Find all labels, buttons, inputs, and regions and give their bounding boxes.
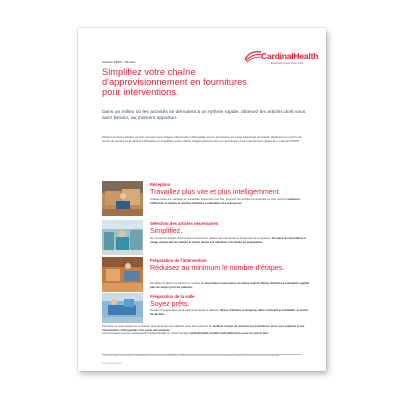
room-prep-photo [102,293,143,328]
document-tag: Solution PROS – Résumé [102,61,136,64]
legal-footer: © 2023 Cardinal Health. Tous droits réservés. CARDINAL HEALTH, le logo Cardinal Health et ESSENTIAL TO CARE sont des marques de commerce de Cardinal Health et pourraient être enregistrées au Canada, aux États-Unis ou dans d'autres pays. [102,356,280,357]
lead-paragraph: Dans un milieu où les activités se déroulent à un rythme rapide, obtenez les articles dont vous avez besoin, au moment opportun. [102,110,306,121]
section-subtitle-selection: Simplifiez. [150,227,183,235]
section-subtitle-reception: Travaillez plus vite et plus intelligemment. [150,188,281,196]
body-text: De nombreux articles doivent être trouvés pour réaliser les interventions fréquentes et complexes. [150,236,272,240]
page-title: Simplifiez votre chaîne d'approvisionnement en fournitures pour interventions. [102,67,247,98]
selection-photo [102,220,143,255]
closing-text: Permettez à votre équipe de consacrer plus de temps aux patients avec des solutions de [102,324,212,328]
section-subtitle-room-prep: Soyez prêts. [150,300,190,308]
section-body-selection [150,237,310,244]
contact-text: Communiquez avec le représentant Cardinal Health ou visitez la page [102,331,189,336]
closing-emphasis: meilleur moyen de recevoir vos fournitures pour vous préparer à vos interventions chirurgicales. Vos soins aux patients. [102,324,305,332]
logo-swoosh-icon [244,49,262,63]
body-text: Rendez la préparation de la salle plus rapide et efficace. [150,308,220,312]
body-emphasis: fournitures nécessaires au même endroit. Moins d'articles à manipuler signifie plus de temps pour les patients. [150,281,310,289]
reception-photo [102,181,143,216]
logo-tagline: Essential to care since 1971 [271,62,304,65]
procedure-prep-photo [102,257,143,292]
body-emphasis: Groupez les fournitures à usage unique afin de réduire le temps passé à la sélection et la durée de préparation. [150,236,306,244]
cardinal-health-logo [244,48,319,70]
section-subtitle-procedure-prep: Réduisez au minimum le nombre d'étapes. [150,264,285,272]
logo-wordmark: CardinalHealth [261,51,319,61]
intro-paragraph: Obtenir les bons articles au bon moment pour chaque intervention chirurgicale est un processus qui exige beaucoup de travail. Réduisez le nombre de points de service et améliorez l'efficacité en simplifiant votre chaîne d'approvisionnement en fournitures pour interventions grâce aux modules PROS. [102,135,302,143]
body-text: Chaque boîte est marquée et manipulée seulement une fois. Groupez les articles commandés et vous pourrez [150,197,287,201]
section-label-procedure-prep: Préparation de l'intervention [150,258,207,263]
body-text: Simplifiez la tâche et réduisez le nombre de [150,281,205,285]
section-body-procedure-prep [150,282,310,289]
footer-divider [102,354,302,355]
section-body-reception [150,198,310,205]
section-label-selection: Sélection des articles nécessaires [150,221,218,226]
contact-link[interactable]: cardinalhealth.com/ProceduralServices pour en savoir plus. [189,331,270,336]
literature-code: Lit. No. 2SR23-1234567-FR [102,364,122,365]
body-emphasis: améliorer l'efficacité et réduire le nombre d'articles à manipuler et à entreposer. [150,197,300,205]
section-label-room-prep: Préparation de la salle [150,294,195,299]
section-label-reception: Réception [150,182,171,187]
section-body-room-prep [150,309,310,316]
body-emphasis: Moins d'articles à récupérer dans l'entrepôt et à déballer, et moins de déchets. [150,308,309,316]
closing-paragraph [102,325,312,336]
flyer-page [78,28,326,371]
